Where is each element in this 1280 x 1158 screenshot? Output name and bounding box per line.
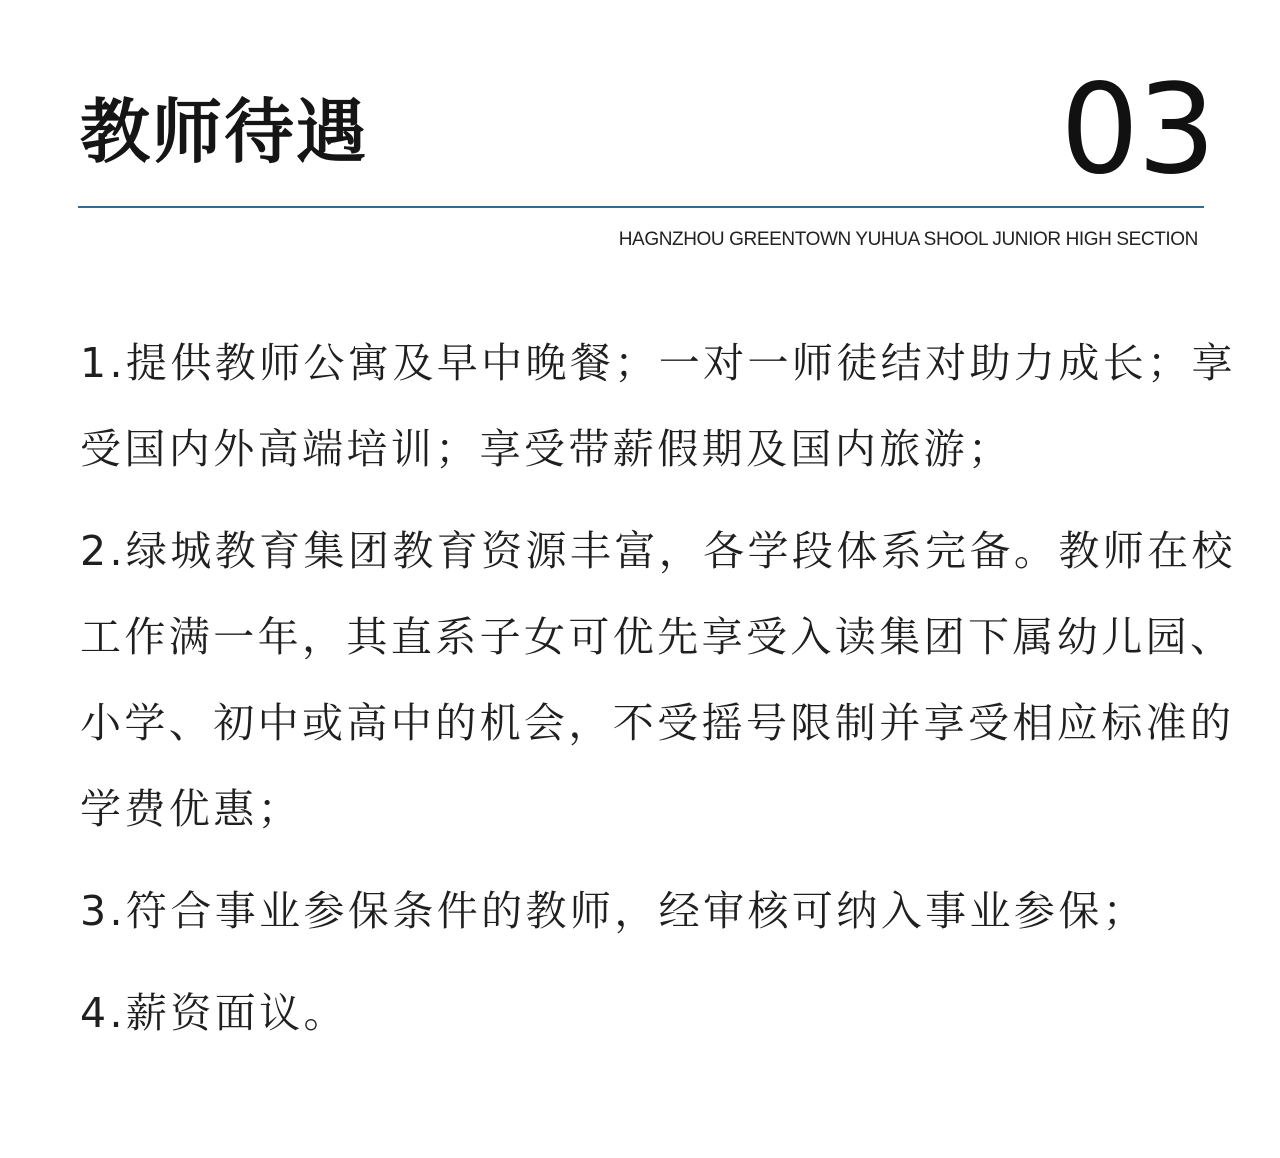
header-divider	[78, 206, 1204, 208]
page-title: 教师待遇	[80, 90, 368, 173]
benefits-list	[80, 320, 1240, 1072]
benefit-item-1: 1.提供教师公寓及早中晚餐；一对一师徒结对助力成长；享受国内外高端培训；享受带薪假期及国内旅游；	[80, 339, 1236, 473]
benefit-item-3: 3.符合事业参保条件的教师，经审核可纳入事业参保；	[80, 887, 1148, 935]
benefit-item-2: 2.绿城教育集团教育资源丰富，各学段体系完备。教师在校工作满一年，其直系子女可优先享受入读集团下属幼儿园、小学、初中或高中的机会，不受摇号限制并享受相应标准的学费优惠；	[80, 527, 1236, 833]
school-subtitle: HAGNZHOU GREENTOWN YUHUA SHOOL JUNIOR HIGH SECTION	[618, 229, 1198, 250]
benefit-item-4: 4.薪资面议。	[80, 989, 348, 1037]
section-number: 03	[1060, 58, 1214, 202]
